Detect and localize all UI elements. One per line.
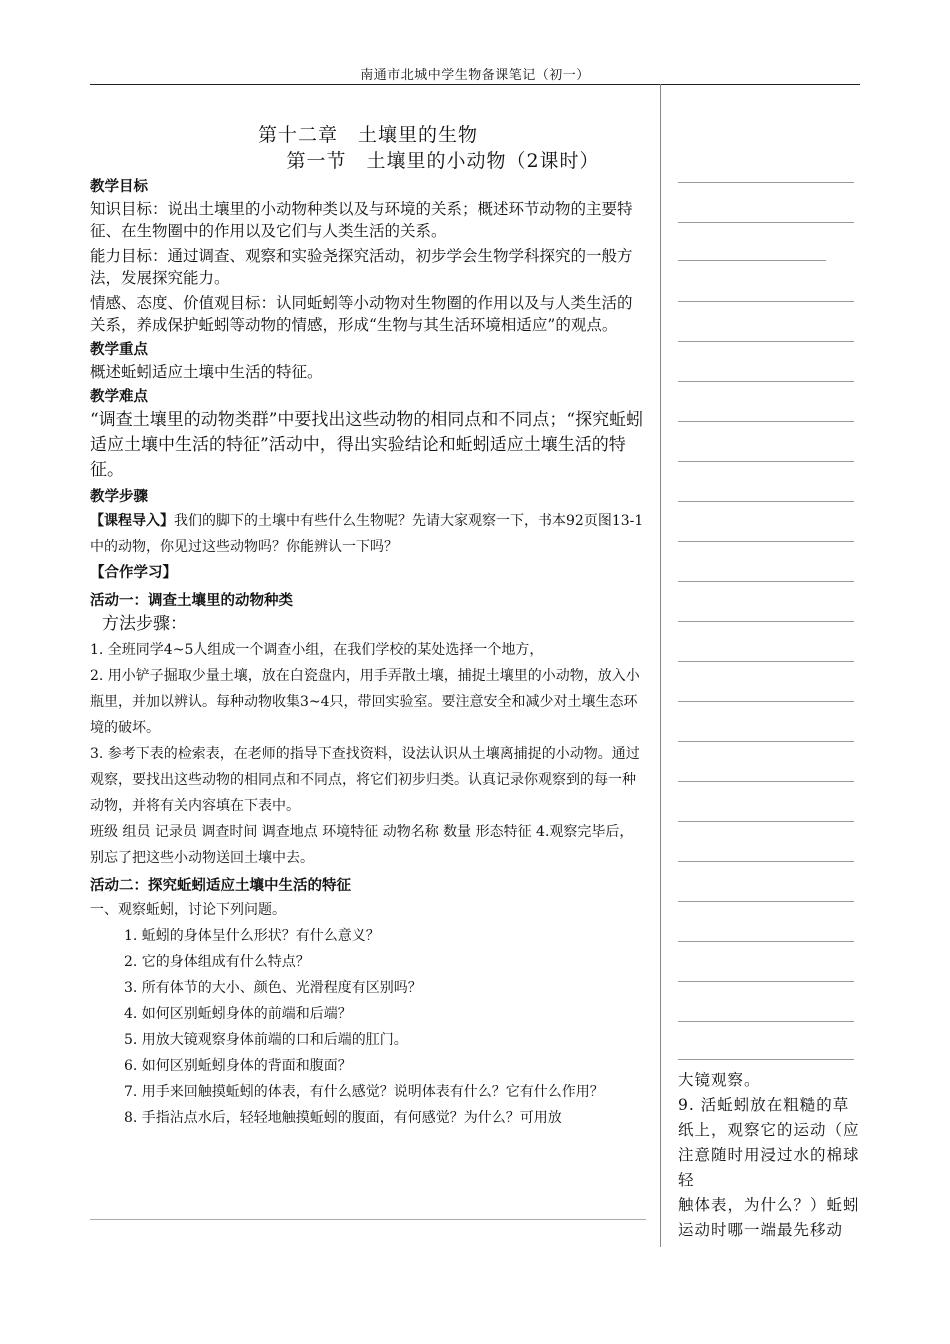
note-line — [678, 701, 854, 702]
activity2-heading: 活动二：探究蚯蚓适应土壤中生活的特征 — [90, 878, 351, 894]
key-text: 概述蚯蚓适应土壤中生活的特征。 — [90, 363, 323, 381]
note-line — [678, 421, 854, 422]
question-item: 3. 所有体节的大小、颜色、光滑程度有区别吗？ — [124, 980, 422, 996]
note-line — [678, 301, 854, 302]
note-line — [678, 941, 854, 942]
note-line — [678, 981, 854, 982]
note-line — [678, 621, 854, 622]
header-rule — [90, 84, 860, 85]
section-title: 第一节 土壤里的小动物（2课时） — [286, 150, 600, 172]
intro-text: 我们的脚下的土壤中有些什么生物呢？先请大家观察一下，书本92页图13-1中的动物，你见过这些动物吗？你能辨认一下吗？ — [90, 513, 644, 555]
question-item: 1. 蚯蚓的身体呈什么形状？有什么意义？ — [124, 928, 380, 944]
note-line — [678, 661, 854, 662]
note-line — [678, 381, 854, 382]
side-line: 触体表，为什么？）蚯蚓运动时哪一端最先移动 — [678, 1196, 860, 1239]
difficulty-heading: 教学难点 — [90, 389, 148, 405]
margin-divider — [660, 84, 661, 1247]
note-line — [678, 861, 854, 862]
side-line: 大镜观察。 — [678, 1071, 761, 1089]
steps-heading: 教学步骤 — [90, 489, 148, 505]
question-item: 8. 手指沾点水后，轻轻地触摸蚯蚓的腹面，有何感觉？为什么？可用放 — [124, 1110, 562, 1126]
note-line — [678, 541, 854, 542]
activity1-step: 2. 用小铲子掘取少量土壤，放在白瓷盘内，用手弄散土壤，捕捉土壤里的小动物，放入小瓶里，并加以辨认。每种动物收集3~4只，带回实验室。要注意安全和减少对土壤生态环境的破坏。 — [90, 668, 640, 736]
activity1-step: 1. 全班同学4~5人组成一个调查小组，在我们学校的某处选择一个地方， — [90, 642, 544, 658]
note-line — [678, 821, 854, 822]
activity1-record-row: 班级 组员 记录员 调查时间 调查地点 环境特征 动物名称 数量 形态特征 4.观察完毕后，别忘了把这些小动物送回土壤中去。 — [90, 824, 634, 866]
note-line — [678, 260, 826, 261]
note-line — [678, 222, 854, 223]
side-line: 9. 活蚯蚓放在粗糙的草纸上，观察它的运动（应注意随时用浸过水的棉球轻 — [678, 1096, 860, 1189]
note-line — [678, 901, 854, 902]
ability-goal: 能力目标：通过调查、观察和实验尧探究活动，初步学会生物学科探究的一般方法，发展探究能力。 — [90, 247, 633, 287]
question-item: 5. 用放大镜观察身体前端的口和后端的肛门。 — [124, 1032, 408, 1048]
note-line — [678, 741, 854, 742]
note-line — [678, 581, 854, 582]
note-line — [678, 1021, 854, 1022]
question-item: 4. 如何区别蚯蚓身体的前端和后端？ — [124, 1006, 352, 1022]
coop-heading: 【合作学习】 — [90, 565, 177, 581]
emotion-goal: 情感、态度、价值观目标：认同蚯蚓等小动物对生物圈的作用以及与人类生活的关系，养成保护蚯蚓等动物的情感，形成“生物与其生活环境相适应”的观点。 — [90, 294, 633, 334]
footer-rule — [90, 1219, 646, 1220]
activity2-sub: 一、观察蚯蚓，讨论下列问题。 — [90, 902, 286, 918]
knowledge-goal: 知识目标：说出土壤里的小动物种类以及与环境的关系；概述环节动物的主要特征、在生物圈中的作用以及它们与人类生活的关系。 — [90, 200, 633, 240]
method-label: 方法步骤： — [102, 614, 187, 634]
side-notes — [678, 1068, 862, 1243]
activity1-heading: 活动一：调查土壤里的动物种类 — [90, 593, 293, 609]
note-line — [678, 501, 854, 502]
intro-label: 【课程导入】 — [90, 513, 174, 529]
chapter-title: 第十二章 土壤里的生物 — [257, 124, 478, 146]
goals-heading: 教学目标 — [90, 179, 148, 195]
note-line — [678, 1059, 854, 1060]
main-content — [90, 122, 646, 1131]
note-line — [678, 341, 854, 342]
note-line — [678, 461, 854, 462]
key-heading: 教学重点 — [90, 342, 148, 358]
question-item: 7. 用手来回触摸蚯蚓的体表，有什么感觉？说明体表有什么？它有什么作用？ — [124, 1084, 604, 1100]
note-line — [678, 182, 854, 183]
question-item: 2. 它的身体组成有什么特点？ — [124, 954, 310, 970]
difficulty-text: “调查土壤里的动物类群”中要找出这些动物的相同点和不同点；“探究蚯蚓适应土壤中生活的特征”活动中，得出实验结论和蚯蚓适应土壤生活的特征。 — [90, 410, 644, 480]
intro-paragraph — [90, 508, 646, 560]
page-header: 南通市北城中学生物备课笔记（初一） — [360, 68, 590, 83]
activity1-step: 3. 参考下表的检索表，在老师的指导下查找资料，设法认识从土壤离捕捉的小动物。通过观察，要找出这些动物的相同点和不同点，将它们初步归类。认真记录你观察到的每一种动物，并将有关内容填在下表中。 — [90, 746, 640, 814]
question-item: 6. 如何区别蚯蚓身体的背面和腹面？ — [124, 1058, 352, 1074]
note-line — [678, 781, 854, 782]
